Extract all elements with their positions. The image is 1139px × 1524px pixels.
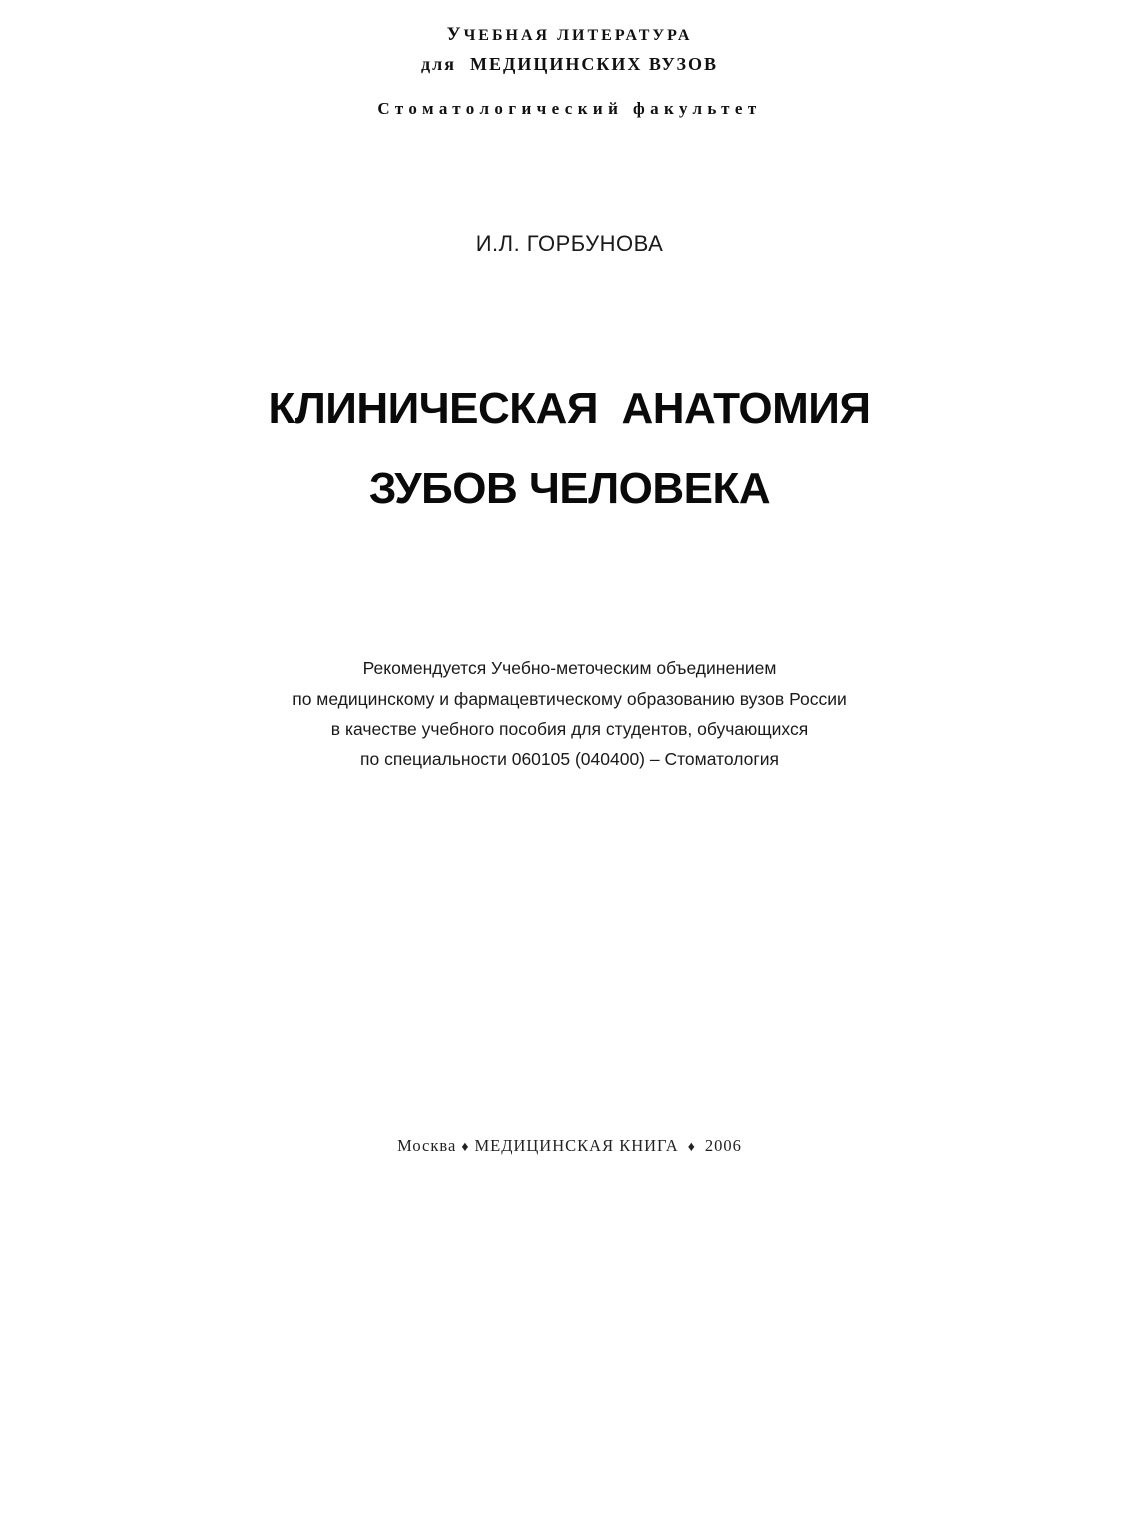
series-line-2-prefix: для bbox=[421, 54, 456, 74]
series-line-2 bbox=[0, 54, 1139, 75]
recommendation-line-4: по специальности 060105 (040400) – Стоматология bbox=[360, 749, 779, 769]
book-title-line-1: КЛИНИЧЕСКАЯ АНАТОМИЯ bbox=[268, 384, 871, 433]
recommendation-line-3: в качестве учебного пособия для студентов, обучающихся bbox=[330, 719, 809, 739]
series-line-1 bbox=[0, 24, 1139, 46]
imprint-publisher: МЕДИЦИНСКАЯ КНИГА bbox=[474, 1136, 679, 1155]
imprint-separator-diamond-icon: ♦ bbox=[461, 1140, 470, 1155]
imprint-city: Москва bbox=[397, 1136, 457, 1155]
author-name: И.Л. ГОРБУНОВА bbox=[475, 231, 664, 256]
book-title-line-2: ЗУБОВ ЧЕЛОВЕКА bbox=[368, 464, 771, 513]
series-line-1-text: ЧЕБНАЯ ЛИТЕРАТУРА bbox=[463, 27, 693, 44]
faculty-name: Стоматологический факультет bbox=[377, 99, 762, 118]
series-line-2-text: МЕДИЦИНСКИХ ВУЗОВ bbox=[469, 54, 718, 74]
recommendation-line-2: по медицинскому и фармацевтическому образованию вузов России bbox=[292, 689, 847, 709]
recommendation-line-1: Рекомендуется Учебно-меточеским объединением bbox=[362, 658, 777, 678]
imprint-separator-diamond-icon: ♦ bbox=[687, 1140, 696, 1155]
imprint bbox=[0, 1136, 1139, 1156]
imprint-year: 2006 bbox=[704, 1136, 742, 1155]
series-initial-letter: У bbox=[446, 24, 464, 45]
